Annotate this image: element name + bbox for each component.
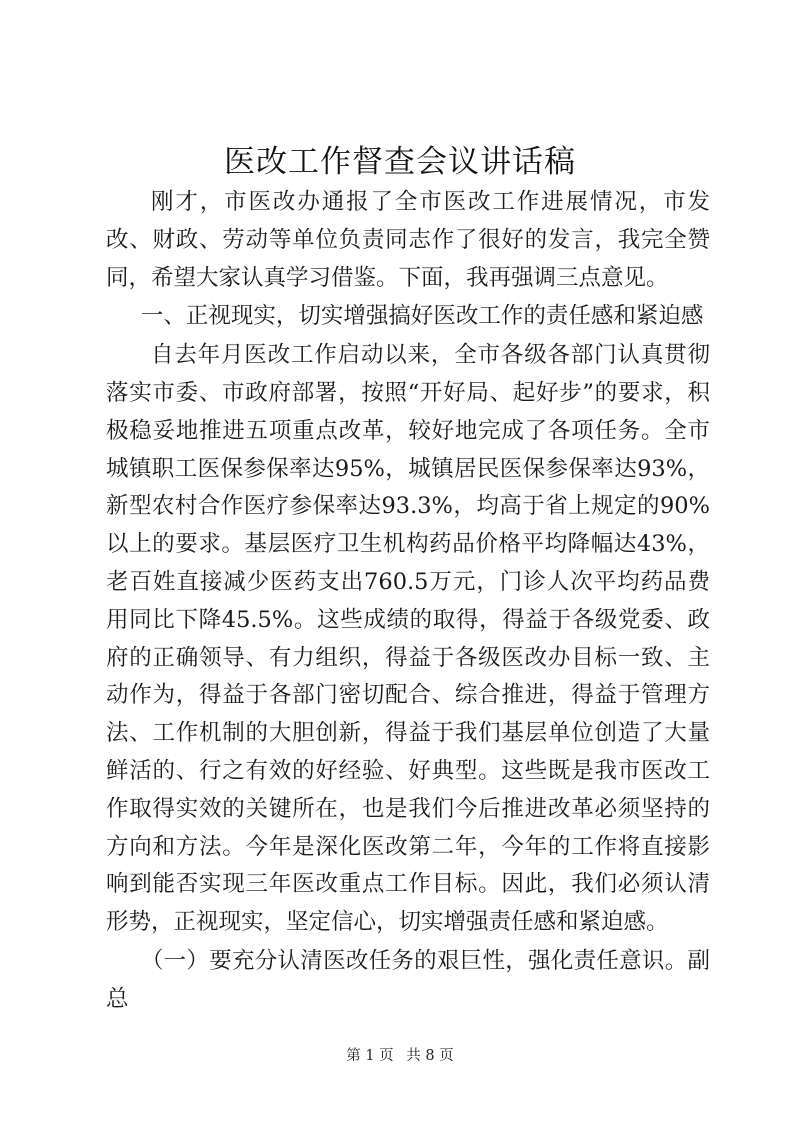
page-total: 共 8 页 xyxy=(406,1048,454,1064)
document-body xyxy=(106,184,710,1019)
page-number: 第 1 页 xyxy=(346,1048,394,1064)
paragraph-progress: 自去年月医改工作启动以来，全市各级各部门认真贯彻落实市委、市政府部署，按照“开好局、起好步”的要求，积极稳妥地推进五项重点改革，较好地完成了各项任务。全市城镇职工医保参保率达95%，城镇居民医保参保率达93%，新型农村合作医疗参保率达93.3%，均高于省上规定的90%以上的要求。基层医疗卫生机构药品价格平均降幅达43%，老百姓直接减少医药支出760.5万元，门诊人次平均药品费用同比下降45.5%。这些成绩的取得，得益于各级党委、政府的正确领导、有力组织，得益于各级医改办目标一致、主动作为，得益于各部门密切配合、综合推进，得益于管理方法、工作机制的大胆创新，得益于我们基层单位创造了大量鲜活的、行之有效的好经验、好典型。这些既是我市医改工作取得实效的关键所在，也是我们今后推进改革必须坚持的方向和方法。今年是深化医改第二年，今年的工作将直接影响到能否实现三年医改重点工作目标。因此，我们必须认清形势，正视现实，坚定信心，切实增强责任感和紧迫感。 xyxy=(106,342,710,936)
document-title: 医改工作督查会议讲话稿 xyxy=(224,144,576,180)
section-heading-1: 一、正视现实，切实增强搞好医改工作的责任感和紧迫感 xyxy=(140,303,704,330)
paragraph-intro: 刚才，市医改办通报了全市医改工作进展情况，市发改、财政、劳动等单位负责同志作了很好的发言，我完全赞同，希望大家认真学习借鉴。下面，我再强调三点意见。 xyxy=(106,189,710,291)
subsection-heading-1: （一）要充分认清医改任务的艰巨性，强化责任意识。副总 xyxy=(106,947,710,1012)
page-footer xyxy=(0,1046,800,1066)
